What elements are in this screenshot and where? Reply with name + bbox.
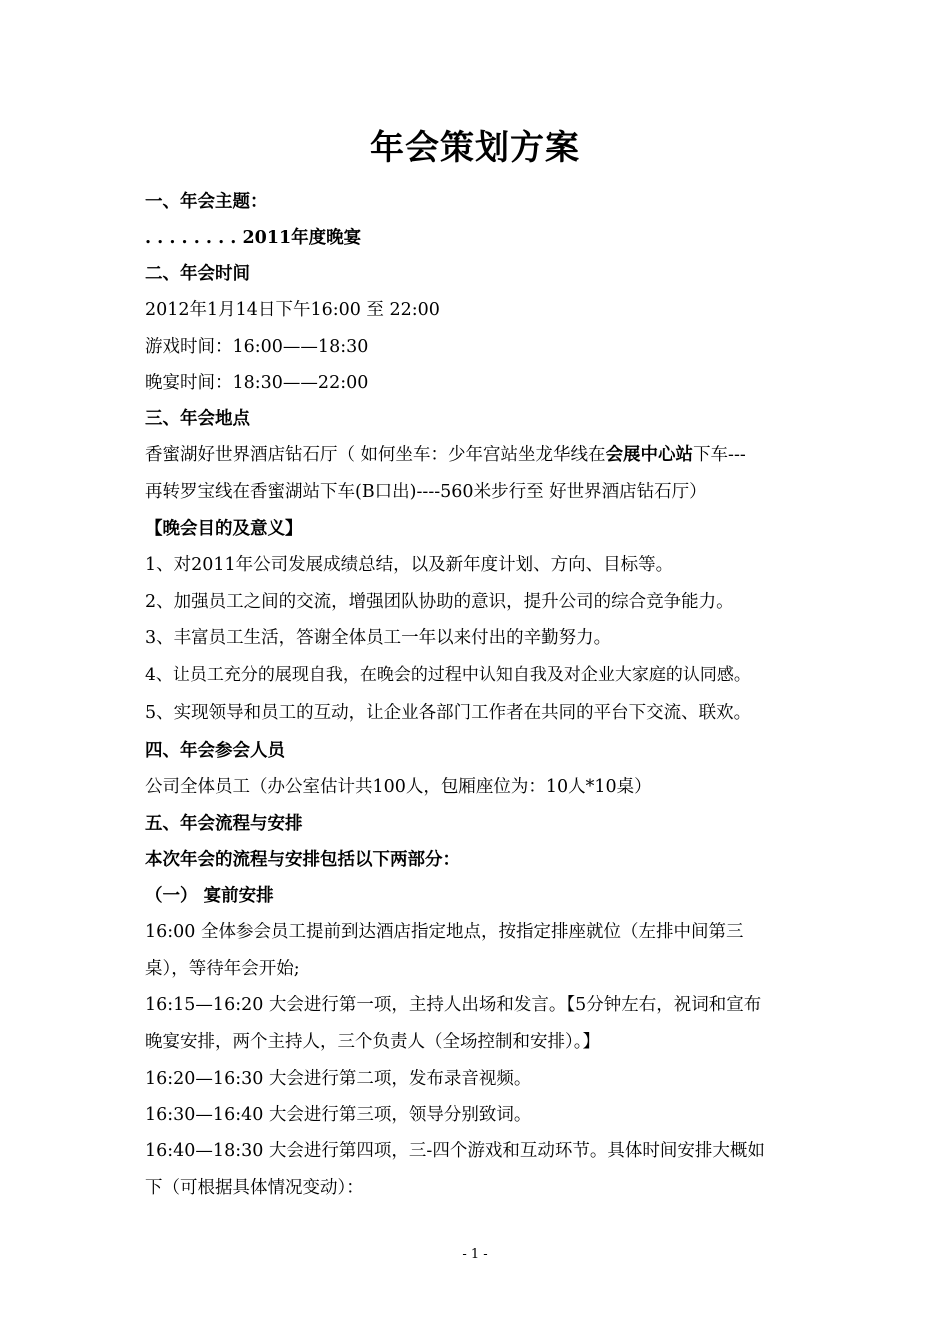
schedule-item: 16:00 全体参会员工提前到达酒店指定地点，按指定排座就位（左排中间第三 xyxy=(145,922,744,942)
schedule-item-cont: 晚宴安排，两个主持人，三个负责人（全场控制和安排）。】 xyxy=(145,1032,600,1052)
page-title: 年会策划方案 xyxy=(370,128,580,168)
schedule-item-cont: 下（可根据具体情况变动）： xyxy=(145,1178,364,1198)
theme-value: . . . . . . . . 2011年度晚宴 xyxy=(145,228,362,248)
page-number: - 1 - xyxy=(462,1247,488,1262)
pre-dinner-heading: （一） 宴前安排 xyxy=(145,886,274,906)
schedule-item: 16:20—16:30 大会进行第二项，发布录音视频。 xyxy=(145,1069,532,1089)
schedule-item: 16:40—18:30 大会进行第四项，三-四个游戏和互动环节。具体时间安排大概如 xyxy=(145,1141,765,1161)
venue-line-1 xyxy=(145,443,746,467)
purpose-item: 2、加强员工之间的交流，增强团队协助的意识，提升公司的综合竞争能力。 xyxy=(145,592,734,612)
purpose-heading: 【晚会目的及意义】 xyxy=(145,519,303,539)
flow-intro: 本次年会的流程与安排包括以下两部分： xyxy=(145,850,460,870)
time-main: 2012年1月14日下午16:00 至 22:00 xyxy=(145,300,440,320)
purpose-item: 4、让员工充分的展现自我，在晚会的过程中认知自我及对企业大家庭的认同感。 xyxy=(145,665,751,685)
schedule-item: 16:15—16:20 大会进行第一项，主持人出场和发言。【5分钟左右，祝词和宣布 xyxy=(145,995,762,1015)
venue-text-end: 下车--- xyxy=(693,445,746,465)
flow-heading: 五、年会流程与安排 xyxy=(145,814,303,834)
purpose-item: 5、实现领导和员工的互动，让企业各部门工作者在共同的平台下交流、联欢。 xyxy=(145,703,752,723)
theme-heading: 一、年会主题： xyxy=(145,192,268,212)
venue-station: 会展中心站 xyxy=(605,445,694,465)
venue-heading: 三、年会地点 xyxy=(145,409,250,429)
venue-text: 香蜜湖好世界酒店钻石厅（ 如何坐车：少年宫站坐龙华线在 xyxy=(145,445,606,465)
dinner-time: 晚宴时间：18:30——22:00 xyxy=(145,373,369,393)
game-time: 游戏时间：16:00——18:30 xyxy=(145,337,369,357)
time-heading: 二、年会时间 xyxy=(145,264,250,284)
purpose-item: 3、丰富员工生活，答谢全体员工一年以来付出的辛勤努力。 xyxy=(145,628,612,648)
schedule-item: 16:30—16:40 大会进行第三项，领导分别致词。 xyxy=(145,1105,532,1125)
purpose-item: 1、对2011年公司发展成绩总结，以及新年度计划、方向、目标等。 xyxy=(145,555,674,575)
attendees: 公司全体员工（办公室估计共100人，包厢座位为：10人*10桌） xyxy=(145,777,652,797)
venue-line-2: 再转罗宝线在香蜜湖站下车(B口出)----560米步行至 好世界酒店钻石厅） xyxy=(145,482,707,502)
schedule-item-cont: 桌），等待年会开始; xyxy=(145,959,300,979)
attendees-heading: 四、年会参会人员 xyxy=(145,741,285,761)
